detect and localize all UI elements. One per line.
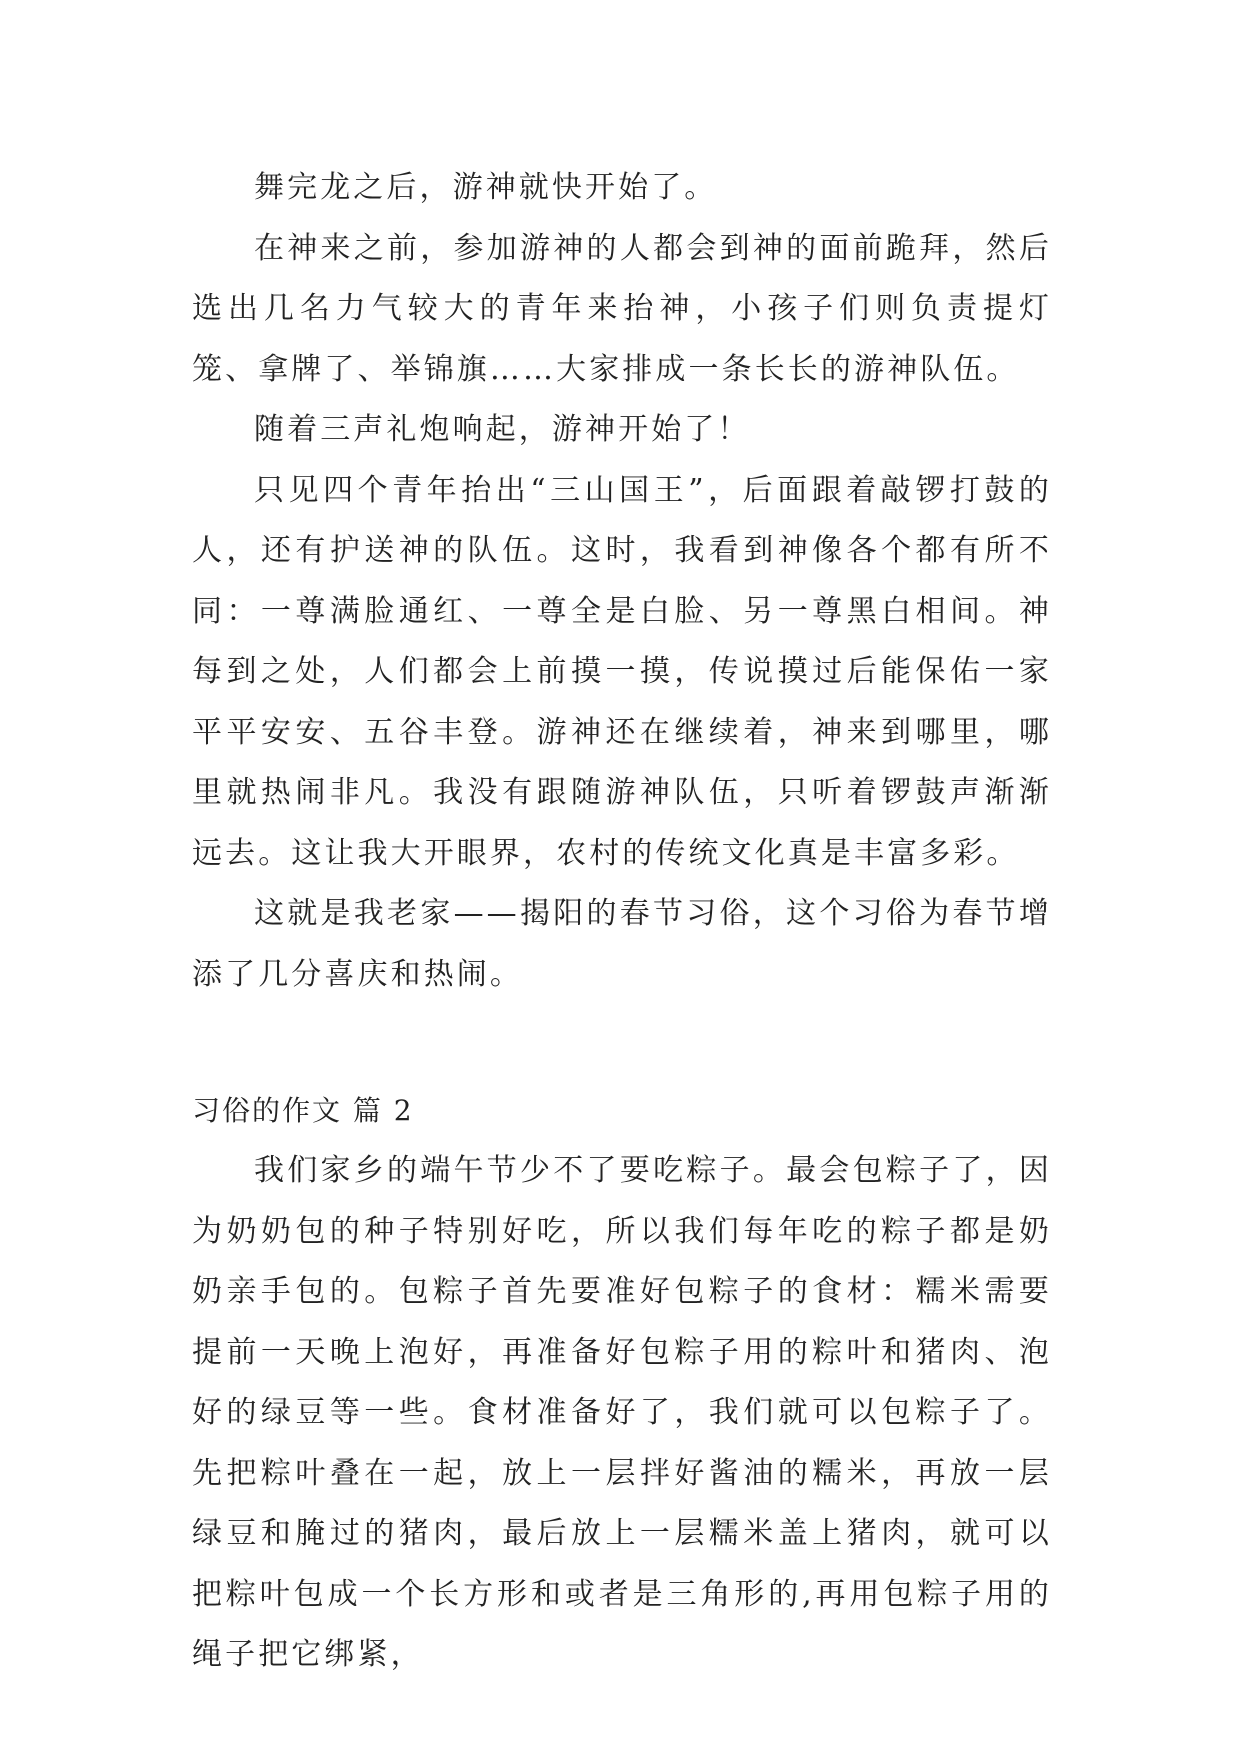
paragraph-procession: 只见四个青年抬出“三山国王”，后面跟着敲锣打鼓的人，还有护送神的队伍。这时，我看到神像各个都有所不同：一尊满脸通红、一尊全是白脸、另一尊黑白相间。神每到之处，人们都会上前摸一摸，传说摸过后能保佑一家平平安安、五谷丰登。游神还在继续着，神来到哪里，哪里就热闹非凡。我没有跟随游神队伍，只听着锣鼓声渐渐远去。这让我大开眼界，农村的传统文化真是丰富多彩。 — [192, 472, 1052, 871]
paragraph-before-procession: 在神来之前，参加游神的人都会到神的面前跪拜，然后选出几名力气较大的青年来抬神，小孩子们则负责提灯笼、拿牌了、举锦旗……大家排成一条长长的游神队伍。 — [192, 230, 1052, 387]
paragraph-salute-cannons: 随着三声礼炮响起，游神开始了！ — [254, 412, 751, 447]
paragraph-conclusion: 这就是我老家——揭阳的春节习俗，这个习俗为春节增添了几分喜庆和热闹。 — [192, 896, 1052, 992]
document-page — [192, 158, 1052, 1686]
paragraph-zongzi: 我们家乡的端午节少不了要吃粽子。最会包粽子了，因为奶奶包的种子特别好吃，所以我们每年吃的粽子都是奶奶亲手包的。包粽子首先要准好包粽子的食材：糯米需要提前一天晚上泡好，再准备好包粽子用的粽叶和猪肉、泡好的绿豆等一些。食材准备好了，我们就可以包粽子了。先把粽叶叠在一起，放上一层拌好酱油的糯米，再放一层绿豆和腌过的猪肉，最后放上一层糯米盖上猪肉，就可以把粽叶包成一个长方形和或者是三角形的,再用包粽子用的绳子把它绑紧， — [192, 1153, 1052, 1672]
paragraph-dragon-dance-end: 舞完龙之后，游神就快开始了。 — [254, 170, 718, 205]
section-title: 习俗的作文 篇 2 — [192, 1094, 414, 1127]
